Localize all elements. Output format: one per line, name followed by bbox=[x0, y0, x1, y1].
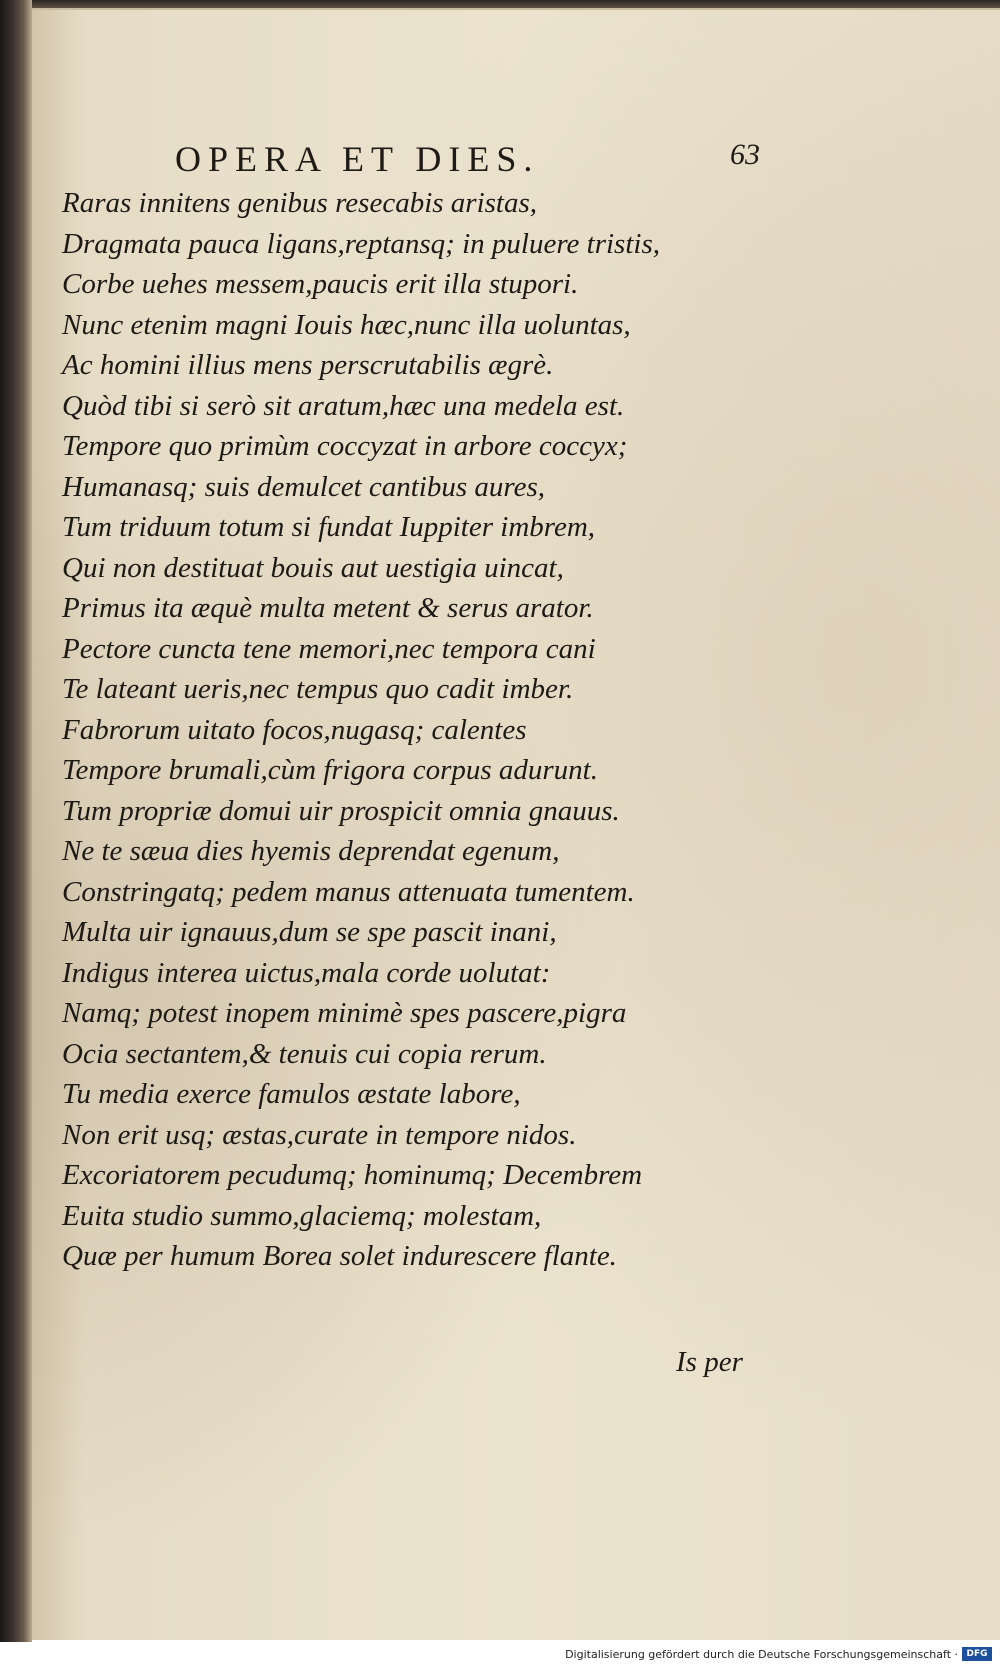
catchword: Is per bbox=[676, 1346, 743, 1378]
dfg-logo-icon: DFG bbox=[962, 1647, 992, 1661]
verse-line: Tum propriæ domui uir prospicit omnia gnauus. bbox=[62, 794, 620, 827]
verse-line: Multa uir ignauus,dum se spe pascit inani, bbox=[62, 916, 557, 948]
page-number: 63 bbox=[730, 138, 760, 171]
verse-line: Tempore quo primùm coccyzat in arbore coccyx; bbox=[62, 430, 628, 462]
verse-line: Ocia sectantem,& tenuis cui copia rerum. bbox=[62, 1037, 547, 1070]
verse-line: Tempore brumali,cùm frigora corpus adurunt. bbox=[62, 754, 598, 786]
verse-line: Corbe uehes messem,paucis erit illa stupori. bbox=[62, 268, 579, 300]
verse-line: Te lateant ueris,nec tempus quo cadit imber. bbox=[62, 673, 574, 705]
verse-line: Raras innitens genibus resecabis aristas, bbox=[62, 187, 538, 219]
verse-line: Quæ per humum Borea solet indurescere flante. bbox=[62, 1240, 617, 1272]
verse-line: Ne te sæua dies hyemis deprendat egenum, bbox=[62, 835, 560, 867]
verse-line: Tum triduum totum si fundat Iuppiter imbrem, bbox=[62, 511, 596, 543]
verse-line: Ac homini illius mens perscrutabilis ægrè. bbox=[62, 349, 554, 381]
verse-line: Primus ita æquè multa metent & serus arator. bbox=[62, 592, 594, 624]
verse-line: Excoriatorem pecudumq; hominumq; Decembrem bbox=[62, 1159, 643, 1191]
verse-line: Quòd tibi si serò sit aratum,hæc una medela est. bbox=[62, 389, 625, 422]
verse-line: Euita studio summo,glaciemq; molestam, bbox=[62, 1199, 542, 1232]
digitization-credit: Digitalisierung gefördert durch die Deutsche Forschungsgemeinschaft · bbox=[565, 1648, 958, 1661]
verse-line: Qui non destituat bouis aut uestigia uincat, bbox=[62, 551, 564, 584]
verse-line: Fabrorum uitato focos,nugasq; calentes bbox=[62, 713, 527, 746]
running-title: OPERA ET DIES. bbox=[175, 139, 540, 179]
page-header bbox=[175, 138, 775, 188]
verse-line: Nunc etenim magni Iouis hæc,nunc illa uoluntas, bbox=[62, 308, 631, 341]
book-spine-edge bbox=[0, 0, 32, 1667]
verse-line: Tu media exerce famulos æstate labore, bbox=[62, 1078, 521, 1110]
verse-line: Constringatq; pedem manus attenuata tumentem. bbox=[62, 875, 635, 908]
verse-block bbox=[62, 183, 762, 1277]
verse-line: Dragmata pauca ligans,reptansq; in puluere tristis, bbox=[62, 227, 660, 260]
verse-line: Indigus interea uictus,mala corde uolutat: bbox=[62, 956, 551, 989]
verse-line: Humanasq; suis demulcet cantibus aures, bbox=[62, 470, 546, 503]
verse-line: Non erit usq; æstas,curate in tempore nidos. bbox=[62, 1118, 577, 1151]
verse-line: Namq; potest inopem minimè spes pascere,pigra bbox=[62, 997, 627, 1029]
verse-line: Pectore cuncta tene memori,nec tempora cani bbox=[62, 632, 596, 665]
